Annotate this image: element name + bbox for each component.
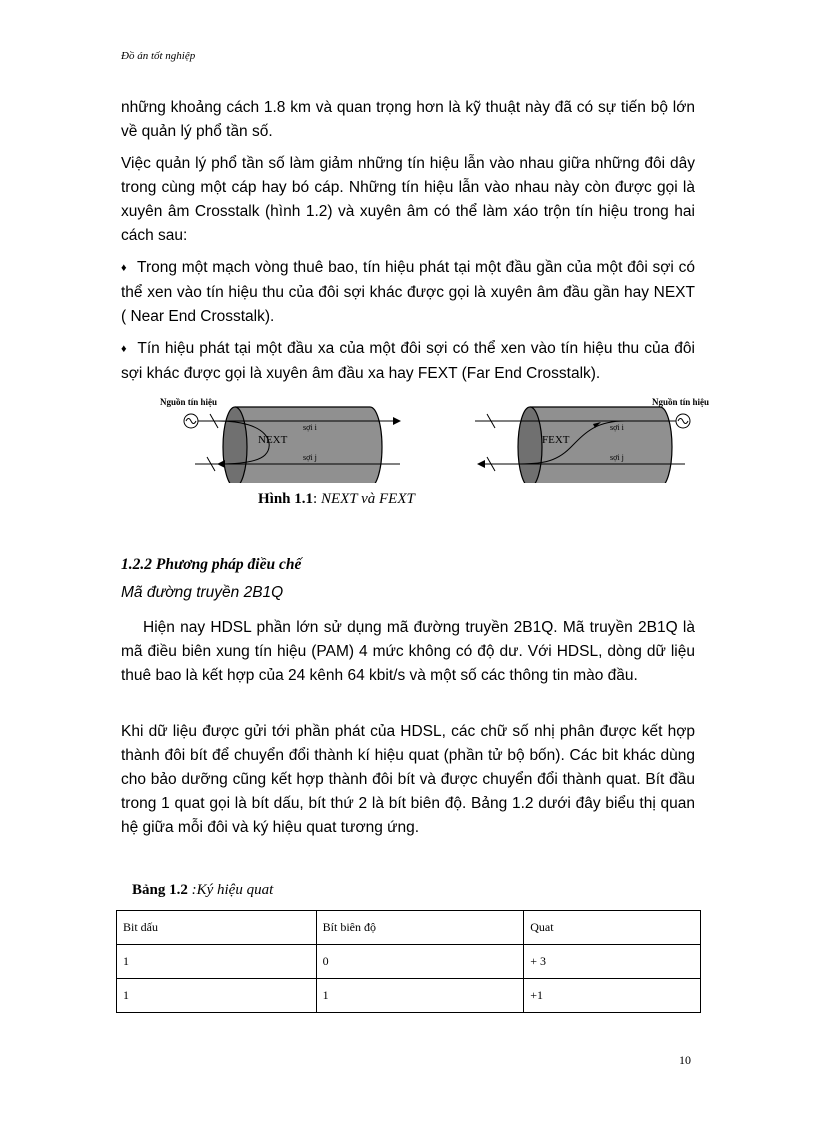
table-cell: 1 — [316, 979, 524, 1013]
table-row — [117, 979, 701, 1013]
pair-j-label-left: sợi j — [303, 453, 317, 462]
paragraph-3: Hiện nay HDSL phần lớn sử dụng mã đường truyền 2B1Q. Mã truyền 2B1Q là mã điều biên xung tín hiệu (PAM) 4 mức không có độ dư. Với HDSL, dòng dữ liệu thuê bao là kết hợp của 24 kênh 64 kbit/s và một số các thông tin mào đầu. — [121, 619, 695, 684]
page-header: Đồ án tốt nghiệp — [121, 50, 196, 62]
fext-label: FEXT — [542, 434, 570, 446]
table-cell: 1 — [117, 945, 317, 979]
table-cell: 1 — [117, 979, 317, 1013]
next-fext-diagram — [155, 393, 725, 483]
table-header-cell: Bít biên độ — [316, 911, 524, 945]
figure-caption-text: NEXT và FEXT — [320, 491, 415, 507]
next-label: NEXT — [258, 434, 288, 446]
table-caption-text: :Ký hiệu quat — [187, 882, 274, 898]
pair-j-label-right: sợi j — [610, 453, 624, 462]
paragraph-4: Khi dữ liệu được gửi tới phần phát của HDSL, các chữ số nhị phân được kết hợp thành đôi bít để chuyển đổi thành kí hiệu quat (phần tử bộ bốn). Các bit khác dùng cho bảo dưỡng cũng kết hợp thành đôi bít và được chuyển đổi thành quat. Bít đầu trong 1 quat gọi là bít dấu, bít thứ 2 là bít biên độ. Bảng 1.2 dưới đây biểu thị quan hệ giữa mỗi đôi và ký hiệu quat tương ứng. — [121, 723, 695, 836]
figure-caption-number: Hình 1.1 — [258, 491, 314, 507]
pair-i-label-left: sợi i — [303, 423, 317, 432]
table-header-row — [117, 911, 701, 945]
section-title: 1.2.2 Phương pháp điều chế — [121, 556, 302, 573]
bullet-next-text: Trong một mạch vòng thuê bao, tín hiệu phát tại một đầu gần của một đôi sợi có thể xen vào tín hiệu thu của đôi sợi khác được gọi là xuyên âm đầu gần hay NEXT ( Near End Crosstalk). — [121, 259, 695, 325]
table-row — [117, 945, 701, 979]
table-header-cell: Bit dấu — [117, 911, 317, 945]
next-diagram — [160, 397, 400, 483]
signal-source-label-right: Nguồn tín hiệu — [652, 397, 710, 407]
subsection-title: Mã đường truyền 2B1Q — [121, 584, 284, 601]
table-cell: 0 — [316, 945, 524, 979]
fext-diagram — [475, 397, 709, 483]
paragraph-1: những khoảng cách 1.8 km và quan trọng hơn là kỹ thuật này đã có sự tiến bộ lớn về quản lý phổ tần số. — [121, 99, 695, 140]
diamond-bullet-icon: ♦ — [121, 262, 128, 274]
quat-table — [116, 910, 701, 1013]
table-caption-number: Bảng 1.2 — [132, 882, 188, 898]
table-caption — [132, 882, 273, 899]
bullet-fext-text: Tín hiệu phát tại một đầu xa của một đôi sợi có thể xen vào tín hiệu thu của đôi sợi khác được gọi là xuyên âm đầu xa hay FEXT (Far End Crosstalk). — [121, 340, 695, 382]
table-header-cell: Quat — [524, 911, 701, 945]
table-cell: +1 — [524, 979, 701, 1013]
signal-source-label-left: Nguồn tín hiệu — [160, 397, 218, 407]
table-cell: + 3 — [524, 945, 701, 979]
bullet-next — [121, 256, 695, 329]
bullet-fext — [121, 337, 695, 386]
page-number: 10 — [679, 1053, 691, 1067]
paragraph-2: Việc quản lý phổ tần số làm giảm những tín hiệu lẫn vào nhau giữa những đôi dây trong cùng một cáp hay bó cáp. Những tín hiệu lẫn vào nhau này còn được gọi là xuyên âm Crosstalk (hình 1.2) và xuyên âm có thể làm xáo trộn tín hiệu trong hai cách sau: — [121, 155, 695, 244]
pair-i-label-right: sợi i — [610, 423, 624, 432]
figure-caption: Hình 1.1: NEXT và FEXT — [258, 491, 415, 507]
diamond-bullet-icon: ♦ — [121, 343, 128, 355]
